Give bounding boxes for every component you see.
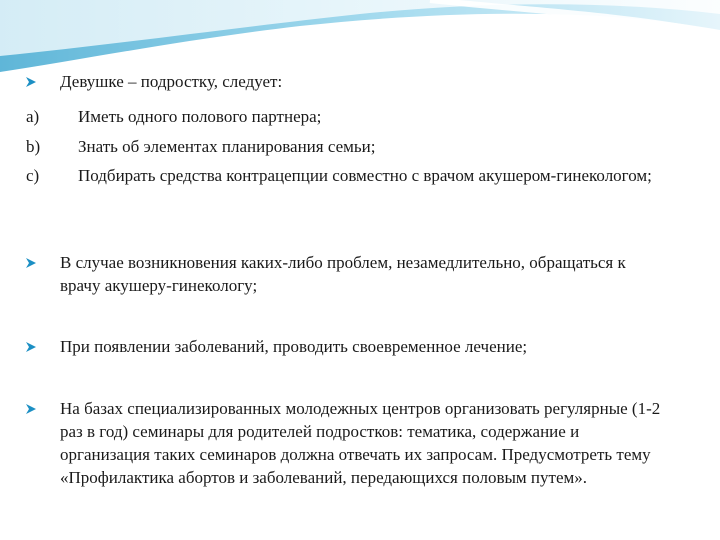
bullet-diseases xyxy=(26,335,686,358)
sub-item-a xyxy=(26,105,686,128)
bullet-problems xyxy=(26,251,686,297)
sub-item-text: Иметь одного полового партнера; xyxy=(78,107,322,126)
intro-text: Девушке – подростку, следует: xyxy=(60,72,283,91)
bullet-intro xyxy=(26,70,686,93)
bullet-seminars xyxy=(26,397,686,489)
sub-item-c xyxy=(26,164,686,187)
sub-item-marker: c) xyxy=(26,166,40,185)
bullet-text: При появлении заболеваний, проводить своевременное лечение; xyxy=(60,337,528,356)
sub-item-text: Знать об элементах планирования семьи; xyxy=(78,137,376,156)
arrow-bullet-icon xyxy=(25,76,37,88)
arrow-bullet-icon xyxy=(25,403,37,415)
sub-item-marker: b) xyxy=(26,137,41,156)
bullet-text: В случае возникновения каких-либо проблем, незамедлительно, обращаться к врачу акушеру-гинекологу; xyxy=(60,253,626,295)
sub-item-b xyxy=(26,135,686,158)
sub-item-marker: a) xyxy=(26,107,40,126)
bullet-text: На базах специализированных молодежных центров организовать регулярные (1-2 раз в год) семинары для родителей подростков: тематика, содержание и организация таких семинаров должна отвечать их запросам. Предусмотреть тему «Профилактика абортов и заболеваний, передающихся половым путем». xyxy=(60,399,661,487)
sub-item-text: Подбирать средства контрацепции совместно с врачом акушером-гинекологом; xyxy=(78,166,652,185)
arrow-bullet-icon xyxy=(25,257,37,269)
arrow-bullet-icon xyxy=(25,341,37,353)
